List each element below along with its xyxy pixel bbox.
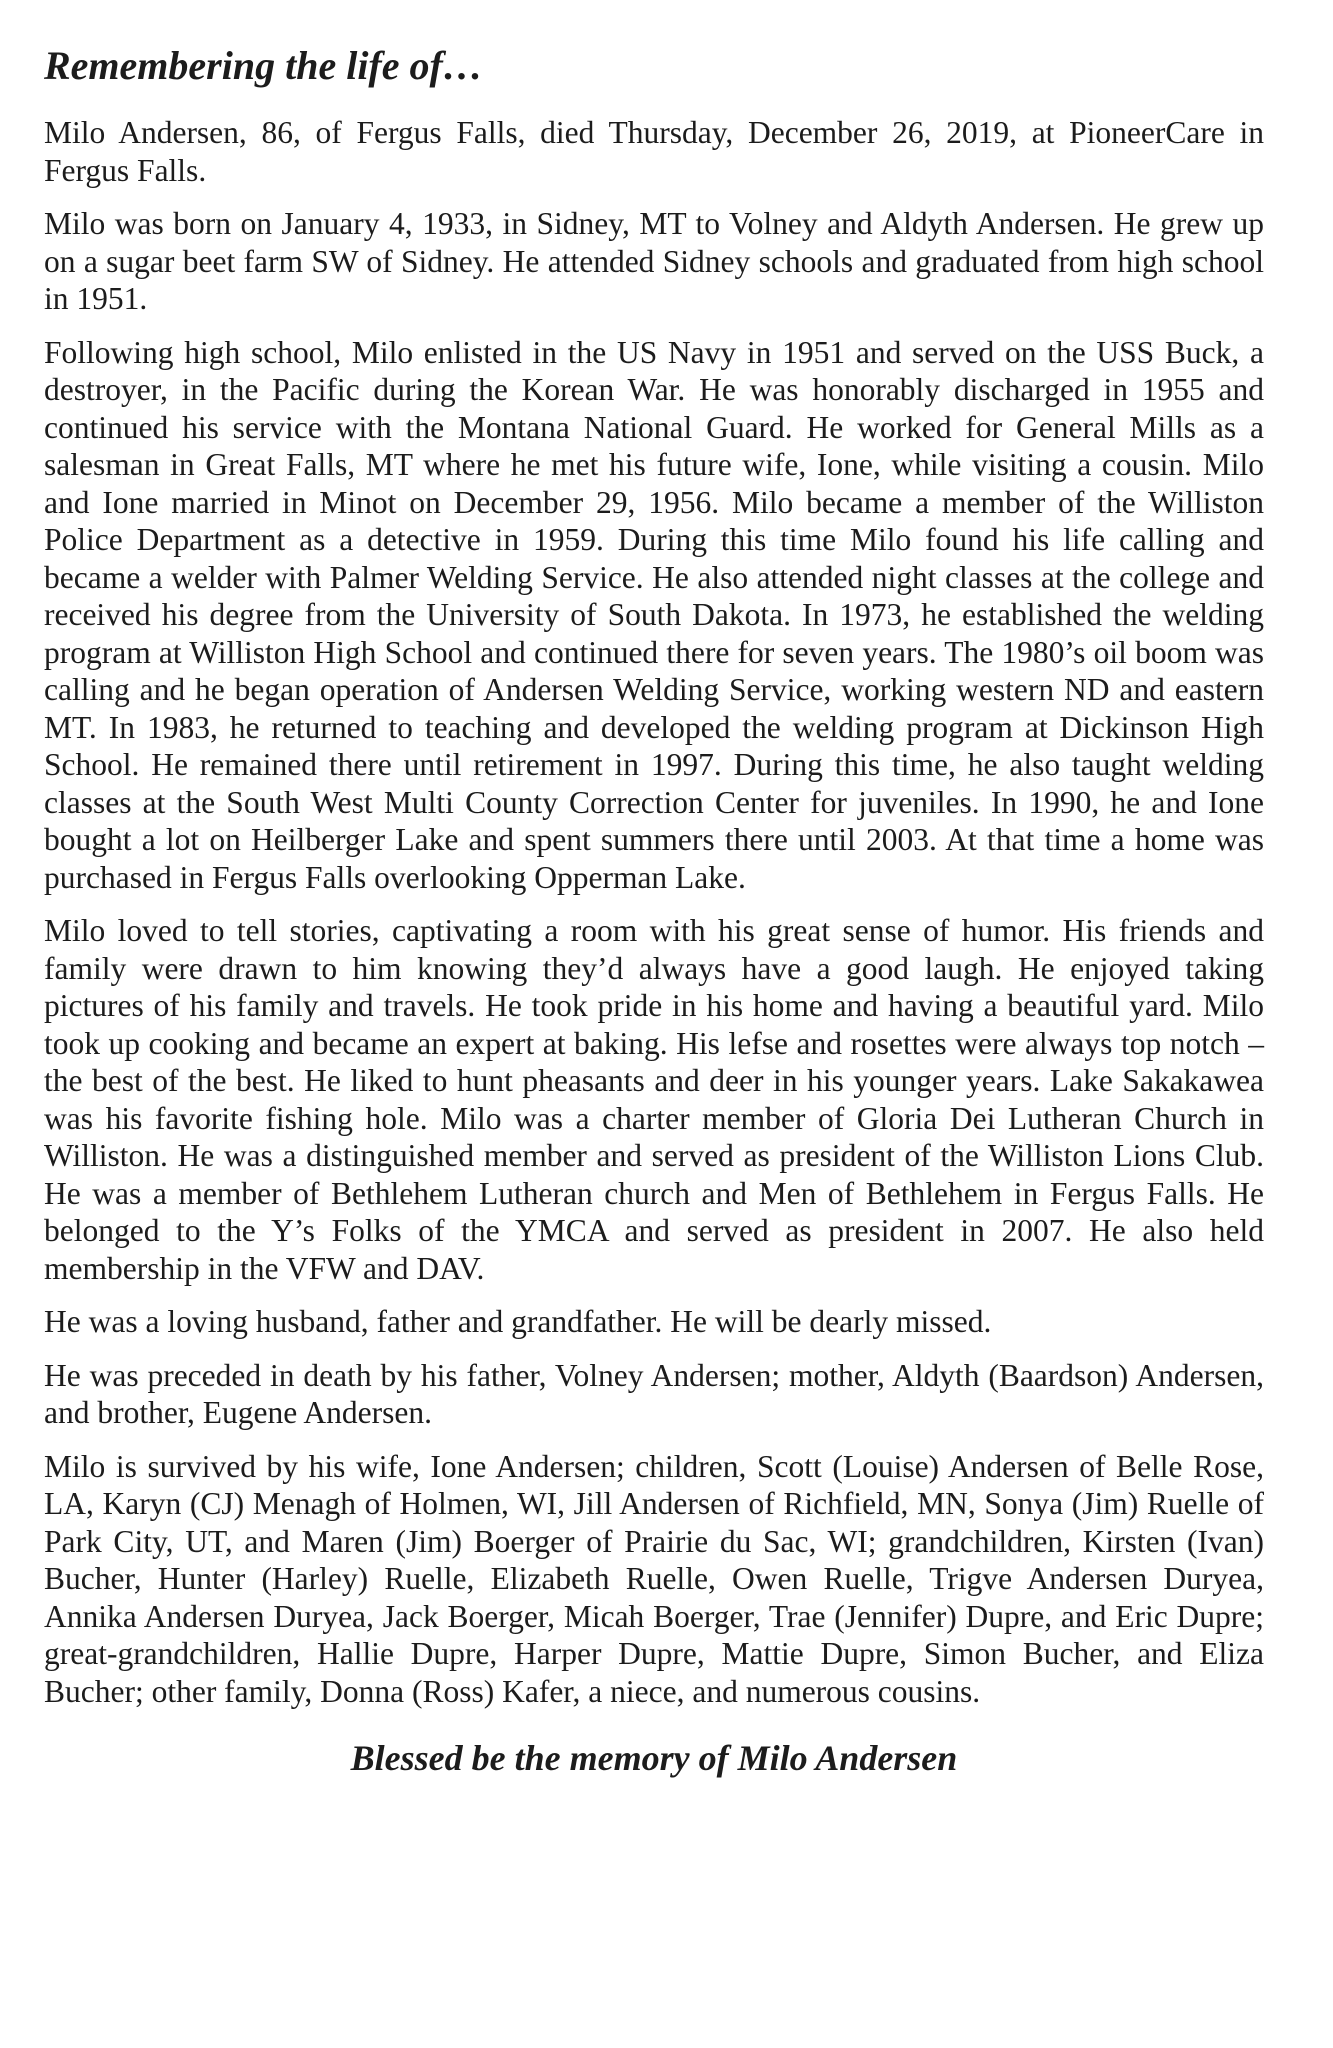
paragraph-career: Following high school, Milo enlisted in the US Navy in 1951 and served on the USS Buck, a destroyer, in the Pacific during the Korean War. He was honorably discharged in 1955 and continued his service with the Montana National Guard. He worked for General Mills as a salesman in Great Falls, MT where he met his future wife, Ione, while visiting a cousin. Milo and Ione married in Minot on December 29, 1956. Milo became a member of the Williston Police Department as a detective in 1959. During this time Milo found his life calling and became a welder with Palmer Welding Service. He also attended night classes at the college and received his degree from the University of South Dakota. In 1973, he established the welding program at Williston High School and continued there for seven years. The 1980’s oil boom was calling and he began operation of Andersen Welding Service, working western ND and eastern MT. In 1983, he returned to teaching and developed the welding program at Dickinson High School. He remained there until retirement in 1997. During this time, he also taught welding classes at the South West Multi County Correction Center for juveniles. In 1990, he and Ione bought a lot on Heilberger Lake and spent summers there until 2003. At that time a home was purchased in Fergus Falls overlooking Opperman Lake. — [44, 334, 1264, 895]
paragraph-death-notice: Milo Andersen, 86, of Fergus Falls, died Thursday, December 26, 2019, at PioneerCare in Fergus Falls. — [44, 115, 1264, 188]
closing-line: Blessed be the memory of Milo Andersen — [350, 1738, 958, 1778]
paragraph-preceded-in-death: He was preceded in death by his father, Volney Andersen; mother, Aldyth (Baardson) Andersen, and brother, Eugene Andersen. — [44, 1357, 1264, 1430]
paragraph-survivors: Milo is survived by his wife, Ione Andersen; children, Scott (Louise) Andersen of Belle Rose, LA, Karyn (CJ) Menagh of Holmen, WI, Jill Andersen of Richfield, MN, Sonya (Jim) Ruelle of Park City, UT, and Maren (Jim) Boerger of Prairie du Sac, WI; grandchildren, Kirsten (Ivan) Bucher, Hunter (Harley) Ruelle, Elizabeth Ruelle, Owen Ruelle, Trigve Andersen Duryea, Annika Andersen Duryea, Jack Boerger, Micah Boerger, Trae (Jennifer) Dupre, and Eric Dupre; great-grandchildren, Hallie Dupre, Harper Dupre, Mattie Dupre, Simon Bucher, and Eliza Bucher; other family, Donna (Ross) Kafer, a niece, and numerous cousins. — [44, 1448, 1264, 1709]
paragraph-loving-family: He was a loving husband, father and grandfather. He will be dearly missed. — [44, 1304, 992, 1339]
paragraph-early-life: Milo was born on January 4, 1933, in Sidney, MT to Volney and Aldyth Andersen. He grew up on a sugar beet farm SW of Sidney. He attended Sidney schools and graduated from high school in 1951. — [44, 206, 1264, 316]
obituary-page — [44, 40, 1264, 1780]
paragraph-personal-life: Milo loved to tell stories, captivating a room with his great sense of humor. His friends and family were drawn to him knowing they’d always have a good laugh. He enjoyed taking pictures of his family and travels. He took pride in his home and having a beautiful yard. Milo took up cooking and became an expert at baking. His lefse and rosettes were always top notch – the best of the best. He liked to hunt pheasants and deer in his younger years. Lake Sakakawea was his favorite fishing hole. Milo was a charter member of Gloria Dei Lutheran Church in Williston. He was a distinguished member and served as president of the Williston Lions Club. He was a member of Bethlehem Lutheran church and Men of Bethlehem in Fergus Falls. He belonged to the Y’s Folks of the YMCA and served as president in 2007. He also held membership in the VFW and DAV. — [44, 913, 1264, 1286]
heading: Remembering the life of… — [44, 43, 483, 88]
